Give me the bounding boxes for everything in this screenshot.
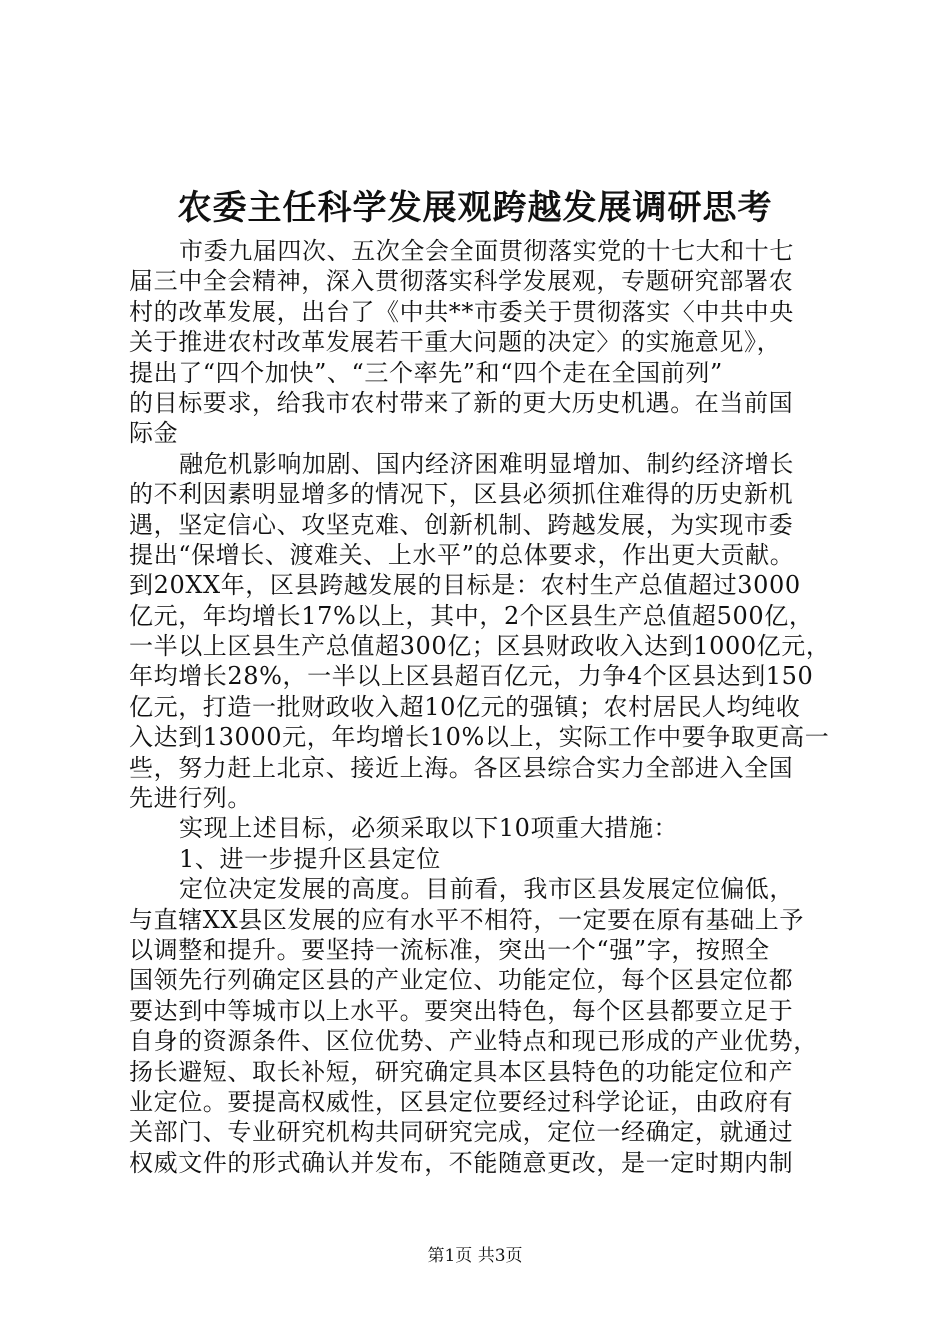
body-line: 的不利因素明显增多的情况下，区县必须抓住难得的历史新机 bbox=[129, 480, 794, 509]
body-line: 以调整和提升。要坚持一流标准，突出一个“强”字，按照全 bbox=[129, 935, 770, 964]
body-line: 实现上述目标，必须采取以下10项重大措施： bbox=[179, 814, 679, 843]
body-line: 亿元，打造一批财政收入超10亿元的强镇；农村居民人均纯收 bbox=[129, 692, 801, 721]
body-line: 与直辖XX县区发展的应有水平不相符，一定要在原有基础上予 bbox=[129, 905, 804, 934]
body-line: 一半以上区县生产总值超300亿；区县财政收入达到1000亿元， bbox=[129, 632, 831, 661]
body-line: 业定位。要提高权威性，区县定位要经过科学论证，由政府有 bbox=[129, 1087, 794, 1116]
body-line: 届三中全会精神，深入贯彻落实科学发展观，专题研究部署农 bbox=[129, 267, 794, 296]
body-line: 些，努力赶上北京、接近上海。各区县综合实力全部进入全国 bbox=[129, 753, 794, 782]
body-line: 提出了“四个加快”、“三个率先”和“四个走在全国前列” bbox=[129, 358, 723, 387]
body-line: 到20XX年，区县跨越发展的目标是：农村生产总值超过3000 bbox=[129, 571, 801, 600]
body-line: 关部门、专业研究机构共同研究完成，定位一经确定，就通过 bbox=[129, 1118, 794, 1147]
page-footer: 第1页 共3页 bbox=[427, 1246, 523, 1266]
body-line: 先进行列。 bbox=[129, 784, 252, 813]
body-line: 遇，坚定信心、攻坚克难、创新机制、跨越发展，为实现市委 bbox=[129, 510, 794, 539]
body-line: 扬长避短、取长补短，研究确定具本区县特色的功能定位和产 bbox=[129, 1057, 794, 1086]
body-line: 市委九届四次、五次全会全面贯彻落实党的十七大和十七 bbox=[179, 237, 794, 265]
document-body bbox=[129, 236, 829, 1178]
body-line: 融危机影响加剧、国内经济困难明显增加、制约经济增长 bbox=[179, 449, 794, 478]
section-heading: 1、进一步提升区县定位 bbox=[179, 844, 441, 873]
body-line: 的目标要求，给我市农村带来了新的更大历史机遇。在当前国 bbox=[129, 388, 794, 417]
body-line: 年均增长28%，一半以上区县超百亿元，力争4个区县达到150 bbox=[129, 662, 814, 691]
body-line: 定位决定发展的高度。目前看，我市区县发展定位偏低， bbox=[179, 875, 794, 904]
body-line: 提出“保增长、渡难关、上水平”的总体要求，作出更大贡献。 bbox=[129, 540, 795, 569]
body-line: 关于推进农村改革发展若干重大问题的决定〉的实施意见》， bbox=[129, 328, 782, 357]
body-line: 入达到13000元，年均增长10%以上，实际工作中要争取更高一 bbox=[129, 723, 830, 752]
body-line: 要达到中等城市以上水平。要突出特色，每个区县都要立足于 bbox=[129, 996, 794, 1025]
document-title: 农委主任科学发展观跨越发展调研思考 bbox=[177, 188, 773, 228]
body-line: 际金 bbox=[129, 419, 179, 448]
body-line: 国领先行列确定区县的产业定位、功能定位，每个区县定位都 bbox=[129, 966, 794, 995]
body-line: 村的改革发展，出台了《中共**市委关于贯彻落实〈中共中央 bbox=[129, 297, 794, 326]
body-line: 权威文件的形式确认并发布，不能随意更改，是一定时期内制 bbox=[129, 1148, 794, 1177]
body-line: 自身的资源条件、区位优势、产业特点和现已形成的产业优势， bbox=[129, 1027, 818, 1056]
body-line: 亿元，年均增长17%以上，其中，2个区县生产总值超500亿， bbox=[129, 601, 814, 630]
